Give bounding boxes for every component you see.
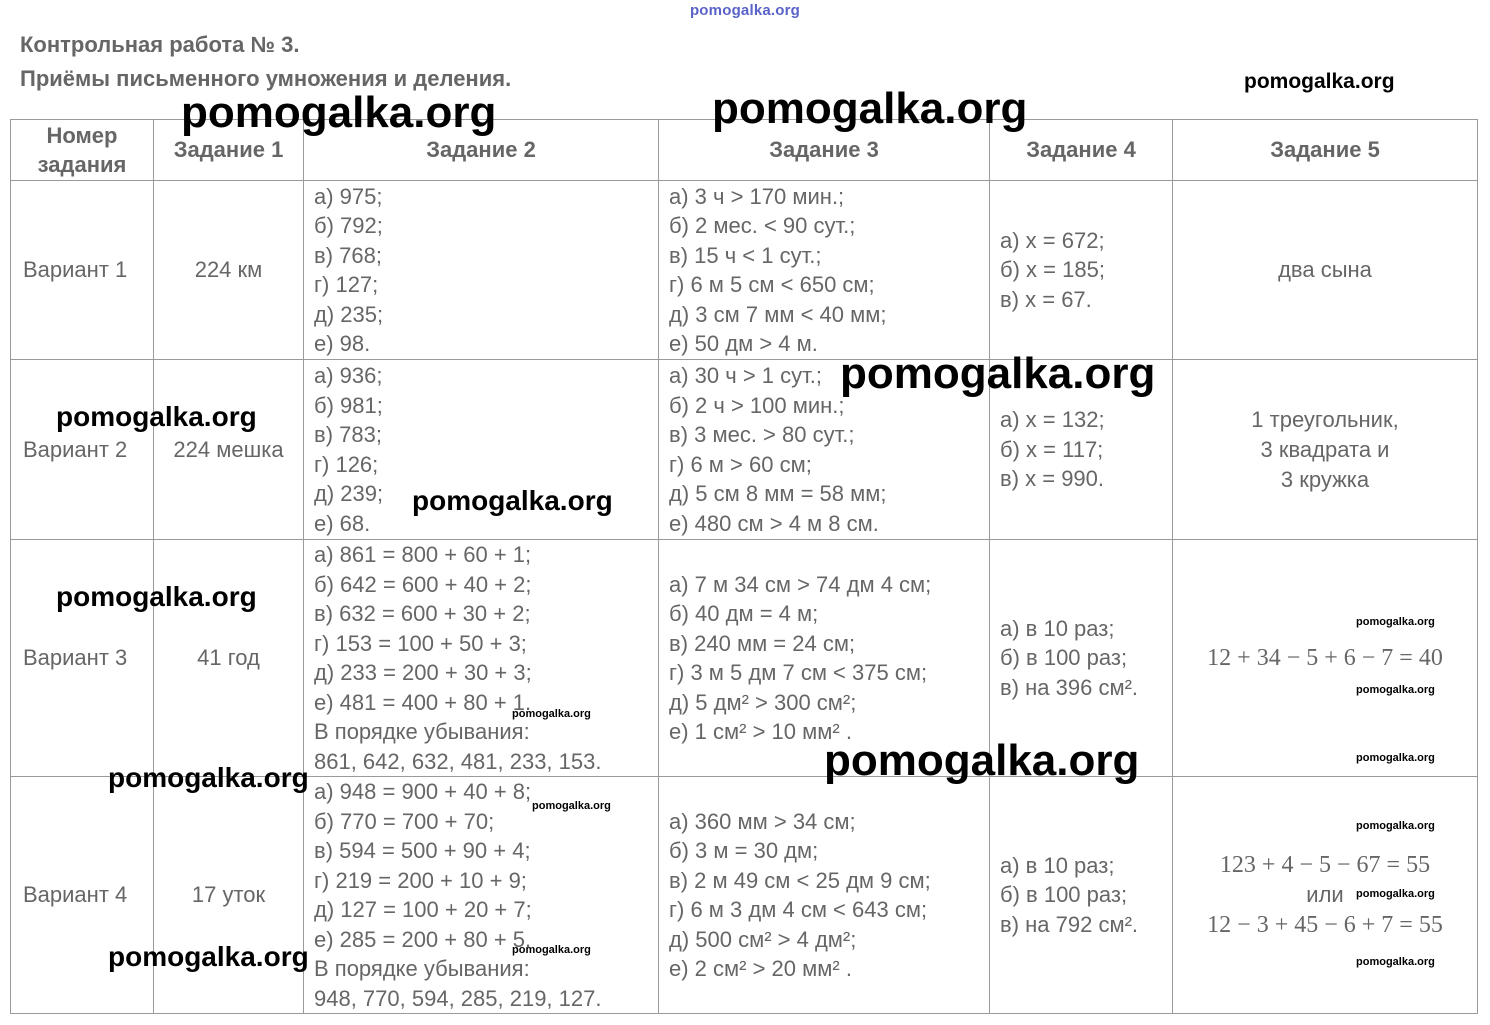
answer-line: а) 936; (314, 363, 383, 388)
answers-table (10, 119, 1478, 1014)
answer-line: 12 − 3 + 45 − 6 + 7 = 55 (1207, 912, 1443, 938)
answer-line: два сына (1278, 257, 1372, 282)
task1-cell: 17 уток (154, 777, 304, 1014)
answer-line: а) 3 ч > 170 мин.; (669, 183, 845, 209)
answer-line: в) x = 67. (1000, 286, 1092, 312)
answer-line: 861, 642, 632, 481, 233, 153. (314, 748, 602, 774)
answer-line: г) 6 м 3 дм 4 см < 643 см; (669, 897, 928, 922)
watermark: pomogalka.org (56, 581, 257, 612)
column-header-task1: Задание 1 (154, 120, 304, 181)
answer-line: а) 360 мм > 34 см; (669, 808, 856, 834)
answer-line: в) 240 мм = 24 см; (669, 630, 856, 656)
answer-line: б) 3 м = 30 дм; (669, 838, 819, 863)
watermark: pomogalka.org (1356, 616, 1435, 628)
answer-line: 3 квадрата и (1260, 436, 1390, 462)
answer-line: г) 127; (314, 272, 379, 297)
answer-line: г) 6 м 5 см < 650 см; (669, 272, 875, 297)
answer-line: 123 + 4 − 5 − 67 = 55 (1219, 852, 1431, 878)
task3-cell (659, 181, 990, 360)
answer-line: е) 480 см > 4 м 8 см. (669, 510, 879, 536)
watermark: pomogalka.org (1356, 820, 1435, 832)
answer-line: г) 153 = 100 + 50 + 3; (314, 630, 527, 656)
answer-line: е) 285 = 200 + 80 + 5. (314, 926, 532, 952)
answer-line: б) 2 ч > 100 мин.; (669, 392, 845, 418)
table-row (11, 181, 1478, 360)
answer-line: в) 2 м 49 см < 25 дм 9 см; (669, 867, 931, 893)
task1-cell: 41 год (154, 540, 304, 777)
watermark-top-right: pomogalka.org (1244, 70, 1395, 93)
watermark: pomogalka.org (712, 84, 1028, 133)
watermark: pomogalka.org (181, 88, 497, 137)
answer-line: г) 6 м > 60 см; (669, 451, 812, 477)
answer-line: в) 15 ч < 1 сут.; (669, 242, 822, 268)
answer-line: в) 3 мес. > 80 сут.; (669, 422, 855, 447)
answer-line: е) 481 = 400 + 80 + 1. (314, 689, 532, 715)
variant-cell: Вариант 2 (11, 360, 154, 540)
answer-line: б) x = 117; (1000, 436, 1104, 462)
watermark: pomogalka.org (412, 485, 613, 516)
column-header-task5: Задание 5 (1173, 120, 1478, 181)
answer-line: д) 3 см 7 мм < 40 мм; (669, 301, 887, 327)
answer-line: в) 632 = 600 + 30 + 2; (314, 601, 531, 626)
watermark: pomogalka.org (108, 941, 309, 972)
answer-line: д) 5 см 8 мм = 58 мм; (669, 481, 887, 506)
answer-line: е) 1 см² > 10 мм² . (669, 719, 852, 744)
answer-line: в) на 396 см². (1000, 674, 1139, 700)
table-row (11, 360, 1478, 540)
answer-line: е) 2 см² > 20 мм² . (669, 956, 852, 981)
page-subtitle: Приёмы письменного умножения и деления. (20, 66, 512, 91)
task4-cell (990, 777, 1173, 1014)
task1-cell: 224 мешка (154, 360, 304, 540)
task5-cell (1173, 360, 1478, 540)
answer-line: в) 768; (314, 242, 382, 268)
answer-line: б) x = 185; (1000, 257, 1105, 283)
column-header-task4: Задание 4 (990, 120, 1173, 181)
answer-line: или (1306, 882, 1344, 907)
answer-line: 12 + 34 − 5 + 6 − 7 = 40 (1207, 645, 1443, 671)
task4-cell (990, 181, 1173, 360)
answer-line: б) в 100 раз; (1000, 645, 1128, 671)
task2-cell (304, 540, 659, 777)
answer-line: б) 770 = 700 + 70; (314, 808, 495, 834)
answer-line: д) 235; (314, 301, 384, 327)
answer-line: г) 126; (314, 451, 379, 477)
table-row (11, 777, 1478, 1014)
answer-line: г) 219 = 200 + 10 + 9; (314, 867, 527, 893)
answer-line: 3 кружка (1280, 466, 1370, 492)
answer-line: В порядке убывания: (314, 956, 530, 981)
answer-line: б) 981; (314, 392, 383, 418)
variant-cell: Вариант 3 (11, 540, 154, 777)
variant-cell: Вариант 4 (11, 777, 154, 1014)
task5-cell (1173, 540, 1478, 777)
answer-line: а) 30 ч > 1 сут.; (669, 363, 823, 388)
answer-line: а) 861 = 800 + 60 + 1; (314, 542, 532, 567)
task1-cell: 224 км (154, 181, 304, 360)
answer-line: е) 98. (314, 331, 371, 356)
answer-line: д) 127 = 100 + 20 + 7; (314, 897, 532, 922)
column-header-task3: Задание 3 (659, 120, 990, 181)
watermark: pomogalka.org (1356, 684, 1435, 696)
answer-line: г) 3 м 5 дм 7 см < 375 см; (669, 660, 928, 685)
watermark: pomogalka.org (1356, 888, 1435, 900)
header-watermark: pomogalka.org (689, 2, 801, 19)
watermark: pomogalka.org (840, 349, 1156, 398)
answer-line: е) 68. (314, 510, 371, 536)
answer-line: б) 792; (314, 213, 383, 238)
task3-cell (659, 777, 990, 1014)
watermark: pomogalka.org (824, 736, 1140, 785)
answer-line: а) 975; (314, 183, 383, 209)
answer-line: 948, 770, 594, 285, 219, 127. (314, 985, 602, 1011)
column-header-task2: Задание 2 (304, 120, 659, 181)
answer-line: е) 50 дм > 4 м. (669, 331, 818, 356)
task2-cell (304, 777, 659, 1014)
answer-line: В порядке убывания: (314, 719, 530, 744)
answer-line: а) x = 672; (1000, 227, 1105, 253)
watermark: pomogalka.org (108, 762, 309, 793)
answer-line: а) 948 = 900 + 40 + 8; (314, 779, 532, 804)
task5-cell (1173, 181, 1478, 360)
answer-line: в) 594 = 500 + 90 + 4; (314, 838, 531, 863)
answer-line: б) в 100 раз; (1000, 882, 1128, 908)
watermark: pomogalka.org (512, 708, 591, 720)
answer-line: 1 треугольник, (1251, 406, 1399, 432)
answer-line: в) 783; (314, 422, 382, 447)
answer-line: а) в 10 раз; (1000, 615, 1115, 641)
answer-line: а) x = 132; (1000, 407, 1105, 433)
answer-line: в) на 792 см². (1000, 911, 1139, 937)
answer-line: а) 7 м 34 см > 74 дм 4 см; (669, 571, 932, 597)
answer-line: д) 233 = 200 + 30 + 3; (314, 660, 532, 685)
answer-line: б) 40 дм = 4 м; (669, 601, 819, 626)
column-header-number: Номер задания (11, 120, 154, 181)
watermark: pomogalka.org (56, 401, 257, 432)
table-row (11, 540, 1478, 777)
answer-line: д) 239; (314, 481, 384, 506)
answer-line: д) 500 см² > 4 дм²; (669, 926, 857, 952)
task2-cell (304, 181, 659, 360)
variant-cell: Вариант 1 (11, 181, 154, 360)
answer-line: б) 2 мес. < 90 сут.; (669, 213, 856, 238)
watermark: pomogalka.org (512, 944, 591, 956)
answer-line: в) x = 990. (1000, 466, 1105, 492)
watermark: pomogalka.org (1356, 956, 1435, 968)
answer-line: б) 642 = 600 + 40 + 2; (314, 571, 532, 597)
answer-line: а) в 10 раз; (1000, 852, 1115, 878)
page-title: Контрольная работа № 3. (20, 32, 300, 57)
watermark: pomogalka.org (1356, 752, 1435, 764)
watermark: pomogalka.org (532, 800, 611, 812)
answer-line: д) 5 дм² > 300 см²; (669, 689, 857, 715)
